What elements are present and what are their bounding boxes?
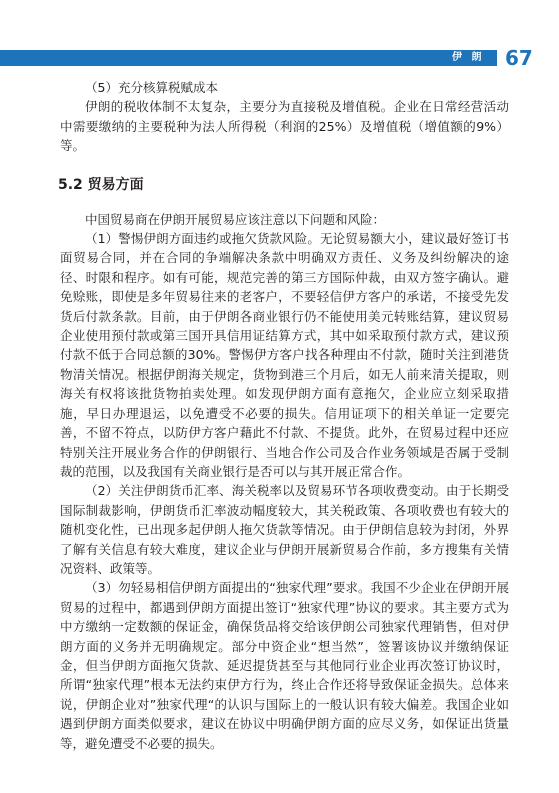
page-body <box>60 78 509 753</box>
section-title: 5.2 贸易方面 <box>58 176 144 193</box>
page-number: 67 <box>505 46 533 70</box>
subsection-heading-tax: （5）充分核算税赋成本 <box>85 80 218 95</box>
paragraph-item-2: （2）关注伊朗货币汇率、海关税率以及贸易环节各项收费变动。由于长期受国际制裁影响，伊朗货币汇率波动幅度较大，其关税政策、各项收费也有较大的随机变化性，已出现多起伊朗人拖欠货款等情况。由于伊朗信息较为封闭，外界了解有关信息有较大难度，建议企业与伊朗开展新贸易合作前，多方搜集有关情况资料、政策等。 <box>60 483 509 576</box>
paragraph-item-3: （3）勿轻易相信伊朗方面提出的“独家代理”要求。我国不少企业在伊朗开展贸易的过程中，都遇到伊朗方面提出签订“独家代理”协议的要求。其主要方式为中方缴纳一定数额的保证金，确保货品将交给该伊朗公司独家代理销售，但对伊朗方面的义务并无明确规定。部分中资企业“想当然”，签署该协议并缴纳保证金，但当伊朗方面拖欠货款、延迟提货甚至与其他同行业企业再次签订协议时，所谓“独家代理”根本无法约束伊方行为，终止合作还将导致保证金损失。总体来说，伊朗企业对”独家代理“的认识与国际上的一般认识有较大偏差。我国企业如遇到伊朗方面类似要求，建议在协议中明确伊朗方面的应尽义务，如保证出货量等，避免遭受不必要的损失。 <box>60 580 509 751</box>
paragraph-intro: 中国贸易商在伊朗开展贸易应该注意以下问题和风险： <box>85 211 386 227</box>
running-header-country: 伊 朗 <box>452 52 485 63</box>
header-bar <box>0 50 497 66</box>
paragraph-tax: 伊朗的税收体制不太复杂，主要分为直接税及增值税。企业在日常经营活动中需要缴纳的主要税种为法人所得税（利润的25%）及增值税（增值额的9%）等。 <box>60 99 509 154</box>
paragraph-item-1: （1）警惕伊朗方面违约或拖欠货款风险。无论贸易额大小，建议最好签订书面贸易合同，并在合同的争端解决条款中明确双方责任、义务及纠纷解决的途径、时限和程序。如有可能，规范完善的第三方国际仲裁，由双方签字确认。避免赊账，即使是多年贸易往来的老客户，不要轻信伊方客户的承诺，不接受先发货后付款条款。目前，由于伊朗各商业银行仍不能使用美元转账结算，建议贸易企业使用预付款或第三国开具信用证结算方式，其中如采取预付款方式，建议预付款不低于合同总额的30%。警惕伊方客户找各种理由不付款，随时关注到港货物清关情况。根据伊朗海关规定，货物到港三个月后，如无人前来清关提取，则海关有权将该批货物拍卖处理。如发现伊朗方面有意拖欠，企业应立刻采取措施，早日办理退运，以免遭受不必要的损失。信用证项下的相关单证一定要完善，不留不符点，以防伊方客户藉此不付款、不提货。此外，在贸易过程中还应特别关注开展业务合作的伊朗银行、当地合作公司及合作业务领域是否属于受制裁的范围，以及我国有关商业银行是否可以与其开展正常合作。 <box>60 231 509 479</box>
